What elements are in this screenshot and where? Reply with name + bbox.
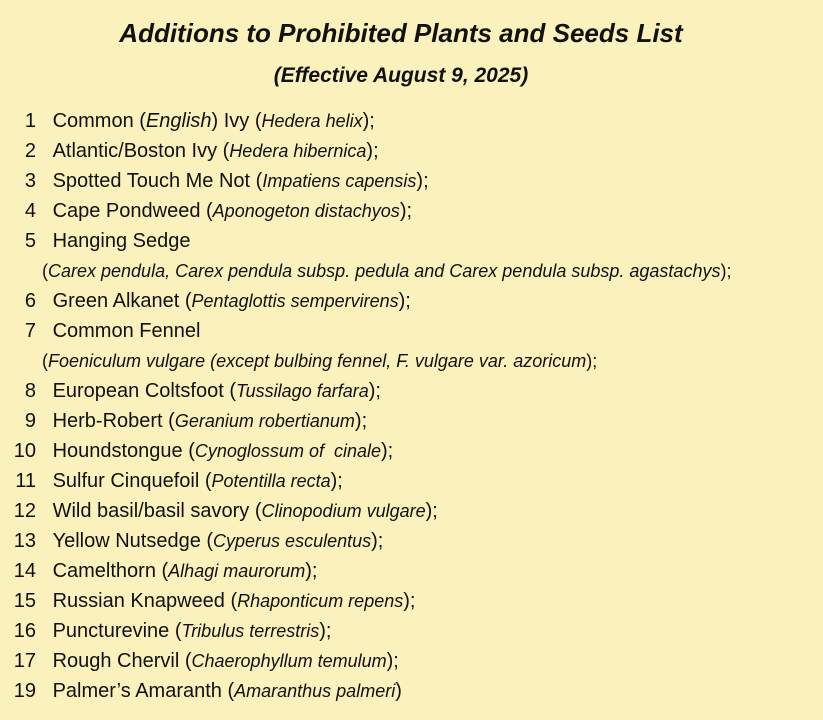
item-number: 12 [13,500,36,522]
item-number: 1 [24,110,36,132]
scientific-name: Carex pendula, Carex pendula subsp. pedula and Carex pendula subsp. agastachys [48,261,721,281]
common-name: Common (English) Ivy ( [52,110,262,132]
item-tail: ); [425,500,438,522]
item-tail: ); [362,110,375,132]
list-item [0,166,823,196]
item-tail: ); [354,410,368,432]
item-number: 15 [13,590,36,612]
common-name: Green Alkanet ( [52,290,192,312]
item-number: 9 [24,410,36,432]
item-tail: ); [319,620,332,642]
list-item [0,406,823,436]
common-name: Puncturevine ( [52,620,182,642]
item-tail: ); [368,380,381,402]
item-tail: ); [720,261,732,281]
list-item [0,316,823,346]
common-name: Camelthorn ( [52,560,169,582]
list-item [0,196,823,226]
common-name: Wild basil/basil savory ( [52,500,262,522]
list-item [0,106,823,136]
list-item [0,526,823,556]
common-name: Cape Pondweed ( [52,200,213,222]
common-name: Russian Knapweed ( [52,590,238,612]
plant-list [0,106,823,706]
common-name: Herb-Robert ( [52,410,175,432]
list-item [0,436,823,466]
common-name: Sulfur Cinquefoil ( [52,470,212,492]
scientific-name: Alhagi maurorum [168,561,306,581]
item-number: 16 [13,620,36,642]
page-title: Additions to Prohibited Plants and Seeds List [119,18,683,48]
list-item [0,646,823,676]
item-tail: ); [386,650,399,672]
common-name: Palmer’s Amaranth ( [52,680,235,702]
item-number: 19 [13,680,36,702]
list-item [0,496,823,526]
list-item [0,556,823,586]
item-tail: ); [330,470,343,492]
common-name: Spotted Touch Me Not ( [52,170,263,192]
scientific-name: Chaerophyllum temulum [191,651,387,671]
common-name: Atlantic/Boston Ivy ( [52,140,230,162]
scientific-name: Hedera helix [261,111,363,131]
item-number: 8 [24,380,36,402]
list-item [0,136,823,166]
item-number: 10 [13,440,36,462]
common-name: Hanging Sedge [52,230,191,252]
list-item [0,286,823,316]
scientific-name: Tribulus terrestris [181,621,320,641]
scientific-name: Pentaglottis sempervirens [191,291,399,311]
item-number: 17 [13,650,36,672]
item-number: 6 [24,290,36,312]
item-tail: ); [586,351,598,371]
list-item [0,676,823,706]
item-tail: ); [398,290,411,312]
item-tail: ); [416,170,429,192]
list-item-continuation: (Carex pendula, Carex pendula subsp. pedula and Carex pendula subsp. agastachys); [42,261,732,281]
list-item [0,226,823,256]
common-name: European Coltsfoot ( [52,380,236,402]
item-number: 14 [13,560,36,582]
item-number: 7 [24,320,36,342]
item-tail: ); [399,200,413,222]
scientific-name: Impatiens capensis [262,171,417,191]
list-item [0,586,823,616]
scientific-name: Hedera hibernica [229,141,367,161]
item-tail: ); [371,530,384,552]
list-item [0,616,823,646]
item-number: 3 [24,170,36,192]
scientific-name: Cyperus esculentus [213,531,372,551]
item-tail: ) [395,680,402,702]
item-number: 2 [24,140,36,162]
item-tail: ); [403,590,416,612]
item-tail: ); [380,440,394,462]
scientific-name: Rhaponticum repens [237,591,404,611]
common-name: Common Fennel [52,320,201,342]
item-tail: ); [305,560,318,582]
list-item-continuation: (Foeniculum vulgare (except bulbing fennel, F. vulgare var. azoricum); [42,351,598,371]
scientific-name: Tussilago farfara [236,381,369,401]
scientific-name: Foeniculum vulgare (except bulbing fennel, F. vulgare var. azoricum [48,351,587,371]
common-name: Rough Chervil ( [52,650,192,672]
list-item [0,376,823,406]
page-subtitle: (Effective August 9, 2025) [273,64,529,87]
common-name: Yellow Nutsedge ( [52,530,214,552]
scientific-name: Amaranthus palmeri [234,681,396,701]
scientific-name: Potentilla recta [211,471,331,491]
scientific-name: Geranium robertianum [174,411,355,431]
scientific-name: Clinopodium vulgare [261,501,426,521]
item-number: 5 [24,230,36,252]
scientific-name: Cynoglossum of cinale [194,441,381,461]
item-tail: ); [366,140,379,162]
item-number: 4 [24,200,36,222]
list-item [0,466,823,496]
scientific-name: Aponogeton distachyos [212,201,400,221]
common-name: Houndstongue ( [52,440,195,462]
item-number: 11 [15,470,36,492]
item-number: 13 [13,530,36,552]
